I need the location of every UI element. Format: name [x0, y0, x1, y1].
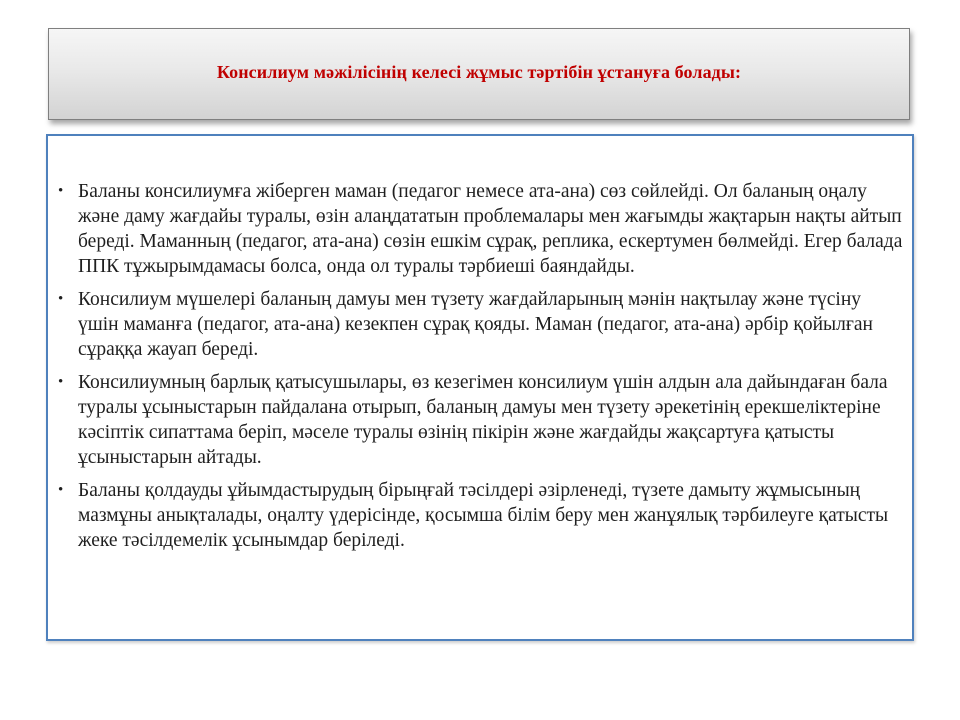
- bullet-text: Консилиум мүшелері баланың дамуы мен түзету жағдайларының мәнін нақтылау және түсіну үшін маманға (педагог, ата-ана) кезекпен сұрақ қояды. Маман (педагог, ата-ана) әрбір қойылған сұраққа жауап береді.: [78, 289, 873, 360]
- list-item: [58, 179, 906, 279]
- title-box: [48, 28, 910, 120]
- list-item: [58, 370, 906, 470]
- bullet-icon: •: [58, 482, 64, 498]
- bullet-icon: •: [58, 183, 64, 199]
- bullet-text: Консилиумның барлық қатысушылары, өз кезегімен консилиум үшін алдын ала дайындаған бала туралы ұсыныстарын пайдалана отырып, баланың дамуы мен түзету әрекетінің ерекшеліктеріне кәсіптік сипаттама беріп, мәселе туралы өзінің пікірін және жағдайды жақсартуға қатысты ұсыныстарын айтады.: [78, 372, 888, 468]
- bullet-text: Баланы консилиумға жіберген маман (педагог немесе ата-ана) сөз сөйлейді. Ол баланың оңалу және даму жағдайы туралы, өзін алаңдататын проблемалары мен жағымды жақтарын нақты айтып береді. Маманның (педагог, ата-ана) сөзін ешкім сұрақ, реплика, ескертумен бөлмейді. Егер балада ППК тұжырымдамасы болса, онда ол туралы тәрбиеші баяндайды.: [78, 181, 903, 277]
- bullet-list: [58, 179, 906, 561]
- list-item: [58, 478, 906, 553]
- content-box: [46, 134, 914, 641]
- slide-title: Консилиум мәжілісінің келесі жұмыс тәртібін ұстануға болады:: [216, 61, 742, 82]
- bullet-icon: •: [58, 374, 64, 390]
- list-item: [58, 287, 906, 362]
- bullet-text: Баланы қолдауды ұйымдастырудың бірыңғай тәсілдері әзірленеді, түзете дамыту жұмысының мазмұны анықталады, оңалту үдерісінде, қосымша білім беру мен жанұялық тәрбилеуге қатысты жеке тәсілдемелік ұсынымдар беріледі.: [78, 480, 889, 551]
- bullet-icon: •: [58, 291, 64, 307]
